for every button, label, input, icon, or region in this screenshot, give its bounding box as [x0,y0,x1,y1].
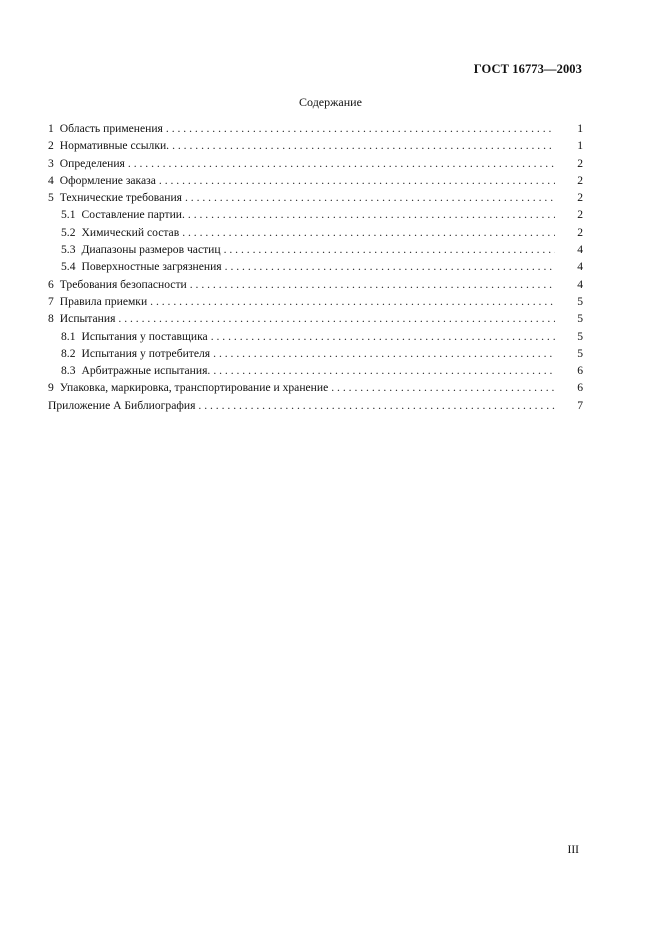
dot-leader [159,172,555,189]
toc-title: Содержание [299,95,362,109]
toc-item-text: Оформление заказа [59,173,156,187]
dot-leader [182,224,555,241]
toc-item[interactable] [48,224,583,241]
toc-item-label [48,276,187,293]
toc-item-label [48,293,147,310]
toc-item-page: 2 [577,173,583,187]
toc-item-number: 8.1 [61,329,76,343]
toc-item-number: 8.3 [61,364,76,378]
toc-item-page: 5 [577,329,583,343]
toc-item[interactable] [48,172,583,189]
table-of-contents [48,120,583,414]
toc-item-text: Составление партии. [81,208,185,222]
toc-item-number: 8 [48,312,54,326]
toc-item-label [48,155,125,172]
toc-item-label [48,137,169,154]
dot-leader [190,276,555,293]
toc-item-text: Приложение А Библиография [48,398,196,412]
toc-item[interactable] [48,293,583,310]
toc-item[interactable] [48,276,583,293]
toc-item-number: 7 [48,294,54,308]
toc-item-text: Определения [59,156,125,170]
dot-leader [188,206,555,223]
toc-item[interactable] [48,206,583,223]
toc-item-label [48,189,182,206]
toc-item-text: Упаковка, маркировка, транспортирование и хранение [59,381,329,395]
toc-item-text: Технические требования [59,191,182,205]
toc-item-text: Диапазоны размеров частиц [81,243,221,257]
toc-item-label [48,172,156,189]
toc-item-text: Требования безопасности [59,277,187,291]
toc-item-number: 5.2 [61,225,76,239]
toc-item-label [48,206,185,223]
toc-item-text: Химический состав [81,225,180,239]
toc-item-number: 8.2 [61,346,76,360]
dot-leader [198,397,555,414]
toc-item-label [48,310,115,327]
toc-item[interactable] [48,137,583,154]
toc-item-label [48,258,222,275]
toc-item[interactable] [48,397,583,414]
toc-item-label [48,224,179,241]
toc-item-text: Поверхностные загрязнения [81,260,222,274]
dot-leader [211,328,555,345]
toc-item-text: Испытания у поставщика [81,329,208,343]
toc-item-page: 4 [577,260,583,274]
page-number: III [567,844,579,856]
toc-item-page: 2 [577,225,583,239]
dot-leader [213,362,555,379]
toc-item[interactable] [48,379,583,396]
toc-item-text: Область применения [59,122,163,135]
dot-leader [166,120,555,137]
toc-item-label [48,241,221,258]
dot-leader [118,310,555,327]
toc-item-page: 6 [577,381,583,395]
toc-item-label [48,379,328,396]
toc-item-text: Правила приемки [59,294,148,308]
toc-item-number: 5.3 [61,243,76,257]
toc-item-number: 9 [48,381,54,395]
toc-item[interactable] [48,328,583,345]
toc-item-number: 2 [48,139,54,153]
toc-item-number: 1 [48,122,54,135]
toc-item[interactable] [48,345,583,362]
dot-leader [225,258,555,275]
toc-item[interactable] [48,362,583,379]
toc-item-label [48,362,210,379]
toc-item-page: 2 [577,191,583,205]
toc-item-label [48,345,210,362]
document-code: ГОСТ 16773—2003 [473,62,582,76]
dot-leader [128,155,555,172]
toc-item-page: 2 [577,156,583,170]
toc-item-page: 1 [577,139,583,153]
toc-item[interactable] [48,258,583,275]
toc-item-label [48,397,195,414]
toc-item[interactable] [48,189,583,206]
toc-item-number: 5.4 [61,260,76,274]
toc-item-page: 1 [577,122,583,135]
toc-item[interactable] [48,120,583,137]
toc-item-number: 3 [48,156,54,170]
dot-leader [224,241,555,258]
dot-leader [213,345,555,362]
toc-item-page: 5 [577,346,583,360]
toc-item-label [48,328,208,345]
toc-item-page: 6 [577,364,583,378]
toc-item-page: 5 [577,294,583,308]
toc-item-text: Арбитражные испытания. [81,364,211,378]
toc-item-label [48,120,163,137]
toc-item-text: Нормативные ссылки. [59,139,170,153]
toc-item-page: 4 [577,277,583,291]
toc-item-number: 5.1 [61,208,76,222]
toc-item-number: 4 [48,173,54,187]
toc-item-page: 2 [577,208,583,222]
toc-item[interactable] [48,310,583,327]
dot-leader [185,189,555,206]
dot-leader [331,379,555,396]
dot-leader [150,293,555,310]
toc-item[interactable] [48,241,583,258]
toc-item-text: Испытания у потребителя [81,346,211,360]
toc-item-number: 6 [48,277,54,291]
toc-item-number: 5 [48,191,54,205]
toc-item-page: 4 [577,243,583,257]
toc-item[interactable] [48,155,583,172]
toc-item-page: 7 [577,398,583,412]
toc-item-text: Испытания [59,312,116,326]
toc-item-page: 5 [577,312,583,326]
dot-leader [172,137,555,154]
